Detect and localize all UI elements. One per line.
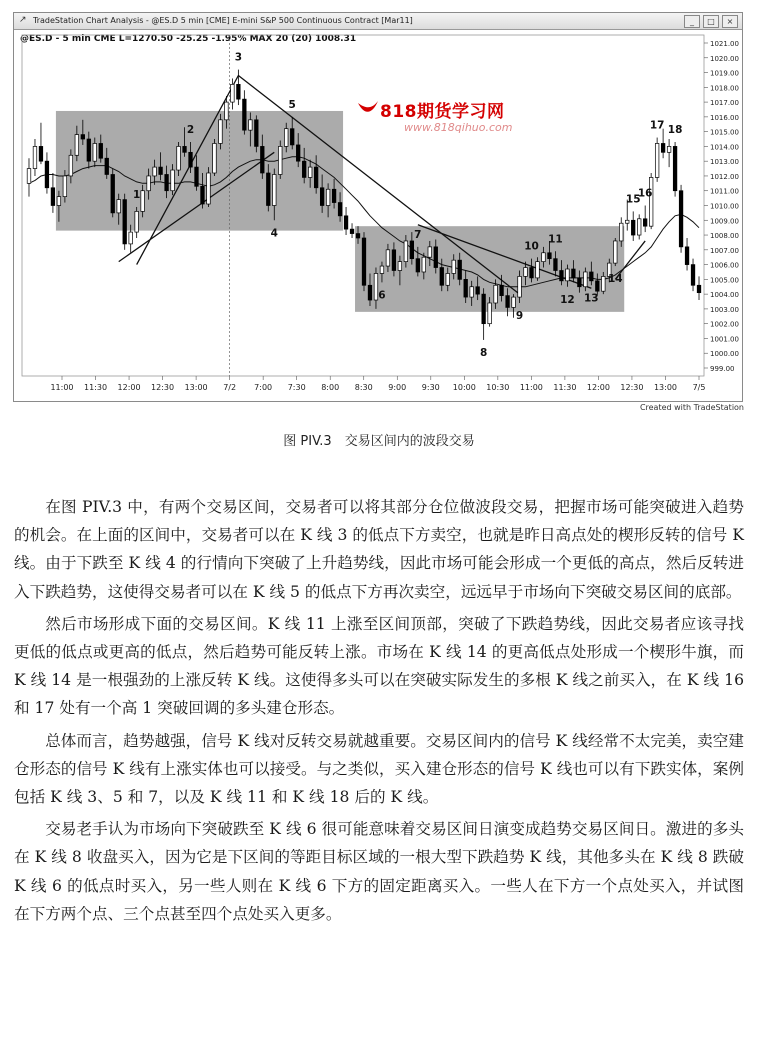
- candle-body-up: [518, 276, 522, 297]
- candle-body-up: [231, 84, 235, 102]
- candle-body-down: [302, 161, 306, 177]
- candle-body-down: [476, 287, 480, 294]
- candle-body-down: [51, 188, 55, 206]
- candle-body-up: [637, 219, 641, 235]
- price-tick-label: 1013.00: [710, 158, 739, 167]
- candle: [667, 139, 671, 167]
- candle-body-up: [404, 241, 408, 262]
- candle: [45, 152, 49, 193]
- candle-body-down: [255, 120, 259, 147]
- candle-body-down: [464, 279, 468, 297]
- time-tick-label: 8:00: [321, 383, 340, 392]
- candle: [685, 238, 689, 271]
- candle: [51, 173, 55, 213]
- time-tick-label: 12:00: [586, 383, 610, 392]
- candle-body-up: [57, 197, 61, 206]
- candle: [482, 288, 486, 340]
- candle-body-up: [135, 211, 139, 232]
- candle-body-down: [685, 247, 689, 265]
- candle-body-down: [482, 294, 486, 324]
- price-tick-label: 1019.00: [710, 69, 739, 78]
- candle: [344, 207, 348, 235]
- candle-body-up: [219, 120, 223, 144]
- candle: [613, 238, 617, 266]
- candle-body-up: [655, 143, 659, 177]
- price-tick-label: 1010.00: [710, 202, 739, 211]
- bar-label-5: 5: [288, 98, 296, 111]
- candle: [691, 259, 695, 292]
- bar-label-12: 12: [560, 293, 575, 306]
- price-tick-label: 1007.00: [710, 246, 739, 255]
- candle-body-down: [356, 234, 360, 238]
- candle-body-down: [590, 272, 594, 281]
- candle-body-down: [350, 229, 354, 233]
- candle-body-down: [506, 296, 510, 308]
- time-tick-label: 13:00: [653, 383, 678, 392]
- candle-body-up: [69, 155, 73, 176]
- candle: [649, 173, 653, 229]
- candle-body-up: [272, 174, 276, 205]
- price-tick-label: 1015.00: [710, 128, 739, 137]
- time-tick-label: 12:30: [620, 383, 644, 392]
- candle-body-down: [697, 285, 701, 292]
- candle-body-down: [440, 268, 444, 286]
- price-tick-label: 1003.00: [710, 305, 739, 314]
- paragraph-2: 然后市场形成下面的交易区间。K 线 11 上涨至区间顶部，突破了下跌趋势线，因此交易者应该寻找更低的低点或更高的低点，然后趋势可能反转上涨。市场在 K 线 14 的更高低点处形成一个楔形牛旗，而 K 线 14 是一根强劲的上涨反转 K 线。这使得多头可以在突破实际发生的多根 K 线之前买入，在 K 线 16 和 17 处有一个高 1 突破回调的多头建仓形态。: [14, 614, 744, 718]
- candle-body-down: [554, 259, 558, 271]
- candle-body-down: [338, 203, 342, 216]
- candle: [655, 138, 659, 182]
- candle: [631, 211, 635, 241]
- candle-body-down: [296, 145, 300, 161]
- candle: [350, 223, 354, 238]
- candle-body-up: [566, 269, 570, 281]
- time-tick-label: 7:00: [254, 383, 273, 392]
- time-tick-label: 13:00: [184, 383, 208, 392]
- candle: [362, 232, 366, 291]
- price-tick-label: 1006.00: [710, 261, 739, 270]
- candle-body-down: [392, 250, 396, 271]
- candle-body-down: [201, 186, 205, 204]
- candle-body-up: [207, 173, 211, 204]
- candle-body-up: [380, 266, 384, 273]
- candle-body-down: [111, 174, 115, 212]
- price-tick-label: 1021.00: [710, 40, 739, 48]
- candle-body-up: [27, 169, 31, 184]
- minimize-button[interactable]: _: [684, 15, 700, 28]
- price-tick-label: 1020.00: [710, 54, 739, 63]
- price-tick-label: 1000.00: [710, 350, 739, 359]
- candle-body-up: [584, 272, 588, 287]
- tradestation-logo-icon: ↗: [19, 15, 27, 25]
- candle-body-down: [81, 135, 85, 139]
- candle: [512, 294, 516, 318]
- candle-body-down: [314, 167, 318, 188]
- candle-body-down: [500, 285, 504, 295]
- candle-body-up: [141, 191, 145, 212]
- time-tick-label: 7/2: [223, 383, 237, 392]
- candle-body-down: [159, 167, 163, 174]
- figure-caption: 图 PIV.3 交易区间内的波段交易: [283, 434, 475, 449]
- candle-body-down: [578, 278, 582, 287]
- price-tick-label: 1017.00: [710, 99, 739, 108]
- candle-body-up: [619, 223, 623, 241]
- candle-body-up: [446, 273, 450, 285]
- price-chart[interactable]: [14, 13, 742, 401]
- candle-body-down: [548, 253, 552, 259]
- time-tick-label: 10:00: [452, 383, 476, 392]
- time-tick-label: 9:30: [421, 383, 440, 392]
- candle: [643, 206, 647, 233]
- candle-body-up: [601, 276, 605, 291]
- candle-body-down: [661, 143, 665, 152]
- watermark-swoosh-icon: [356, 99, 380, 117]
- body-text: [14, 493, 744, 932]
- candle: [637, 214, 641, 239]
- candle: [207, 167, 211, 207]
- candle-body-down: [261, 146, 265, 173]
- candle-body-down: [679, 191, 683, 247]
- candle-body-up: [213, 143, 217, 173]
- candle-body-up: [63, 176, 67, 197]
- candle-body-down: [266, 173, 270, 206]
- price-tick-label: 1012.00: [710, 172, 739, 181]
- candle-body-up: [625, 220, 629, 223]
- paragraph-3: 总体而言，趋势越强，信号 K 线对反转交易就越重要。交易区间内的信号 K 线经常不太完美，卖空建仓形态的信号 K 线有上涨实体也可以接受。与之类似，买入建仓形态的信号 K 线也可以有下跌实体，案例包括 K 线 3、5 和 7，以及 K 线 11 和 K 线 18 后的 K 线。: [14, 731, 744, 807]
- candle-body-down: [123, 200, 127, 244]
- candle-body-up: [488, 303, 492, 324]
- close-button[interactable]: ×: [722, 15, 738, 28]
- chart-window: [13, 12, 743, 402]
- candle-body-down: [243, 99, 247, 130]
- candle-body-down: [237, 84, 241, 99]
- price-tick-label: 1016.00: [710, 113, 739, 122]
- candle-body-down: [596, 281, 600, 291]
- watermark: [380, 97, 512, 134]
- candle-body-up: [428, 247, 432, 257]
- candle-body-up: [542, 253, 546, 262]
- candle: [39, 123, 43, 164]
- paragraph-4: 交易老手认为市场向下突破跌至 K 线 6 很可能意味着交易区间日演变成趋势交易区间日。激进的多头在 K 线 8 收盘买入，因为它是下区间的等距目标区域的一根大型下跌趋势 K 线，其他多头在 K 线 8 跌破 K 线 6 的低点时买入，另一些人则在 K 线 6 下方的固定距离买入。一些人在下方一个点处买入，并试图在下方两个点、三个点甚至四个点处买入更多。: [14, 820, 744, 923]
- candle-body-up: [225, 102, 229, 120]
- candle-body-up: [75, 135, 79, 156]
- time-tick-label: 11:30: [83, 383, 108, 392]
- candle: [135, 207, 139, 238]
- candle: [33, 139, 37, 176]
- candle-body-up: [536, 262, 540, 278]
- bar-label-18: 18: [667, 123, 683, 136]
- price-tick-label: 1011.00: [710, 187, 739, 196]
- candle-body-down: [45, 161, 49, 188]
- candle-body-up: [452, 260, 456, 273]
- candle-body-up: [524, 268, 528, 277]
- candle-body-up: [613, 241, 617, 263]
- candle-body-down: [434, 247, 438, 268]
- candle-body-down: [673, 146, 677, 190]
- candle-body-up: [494, 285, 498, 303]
- price-tick-label: 1009.00: [710, 217, 739, 226]
- candle-body-down: [189, 152, 193, 167]
- candle-body-up: [398, 262, 402, 271]
- candle: [237, 70, 241, 105]
- bar-label-17: 17: [649, 119, 665, 132]
- time-tick-label: 11:30: [553, 383, 577, 392]
- bar-label-11: 11: [548, 233, 563, 246]
- candle-body-down: [320, 188, 324, 206]
- time-tick-label: 12:00: [117, 383, 141, 392]
- bar-label-4: 4: [270, 227, 278, 240]
- candle-body-up: [374, 273, 378, 300]
- bar-label-16: 16: [637, 187, 653, 200]
- bar-label-8: 8: [479, 346, 488, 359]
- bar-label-6: 6: [378, 289, 386, 302]
- candle-body-down: [631, 220, 635, 235]
- candle-body-down: [643, 219, 647, 226]
- candle-body-up: [667, 146, 671, 152]
- candle-body-up: [278, 146, 282, 174]
- symbol-info-line: @ES.D - 5 min CME L=1270.50 -25.25 -1.95% MAX 20 (20) 1008.31: [20, 34, 357, 44]
- paragraph-1: 在图 PIV.3 中，有两个交易区间，交易者可以将其部分仓位做波段交易，把握市场可能突破进入趋势的机会。在上面的区间中，交易者可以在 K 线 3 的低点下方卖空，也就是昨日高点处的楔形反转的信号 K 线。由于下跌至 K 线 4 的行情向下突破了上升趋势线，因此市场可能会形成一个更低的高点，然后反转进入下跌趋势，这使得交易者可以在 K 线 5 的低点下方再次卖空，远远早于市场向下突破交易区间的底部。: [14, 498, 744, 601]
- candle-body-down: [183, 146, 187, 152]
- bar-label-15: 15: [625, 193, 641, 206]
- time-tick-label: 8:30: [354, 383, 373, 392]
- candle-body-down: [458, 260, 462, 279]
- candle: [111, 169, 115, 218]
- candle-body-up: [153, 167, 157, 176]
- candle-body-down: [572, 269, 576, 278]
- candle-body-down: [332, 189, 336, 202]
- time-tick-label: 7:30: [287, 383, 306, 392]
- bar-label-10: 10: [524, 240, 539, 253]
- candle-body-up: [93, 143, 97, 161]
- candle: [679, 185, 683, 253]
- candle-body-up: [326, 189, 330, 205]
- candle-body-down: [362, 238, 366, 285]
- candle-body-up: [33, 146, 37, 168]
- bar-label-9: 9: [515, 310, 524, 322]
- price-tick-label: 1001.00: [710, 335, 739, 344]
- time-tick-label: 11:00: [519, 383, 543, 392]
- candle: [27, 158, 31, 196]
- candle: [123, 194, 127, 250]
- candle-body-up: [470, 287, 474, 297]
- candle: [243, 90, 247, 134]
- candle-body-down: [195, 167, 199, 186]
- candle-body-down: [39, 146, 43, 161]
- price-tick-label: 1018.00: [710, 84, 739, 93]
- candle-body-up: [649, 177, 653, 226]
- price-tick-label: 1014.00: [710, 143, 739, 152]
- watermark-brand: 818期货学习网: [380, 102, 505, 122]
- bar-label-14: 14: [607, 273, 623, 286]
- price-tick-label: 999.00: [710, 365, 735, 373]
- price-tick-label: 1005.00: [710, 276, 739, 285]
- maximize-button[interactable]: □: [703, 15, 719, 28]
- candle-body-up: [177, 146, 181, 170]
- candle-body-down: [165, 174, 169, 190]
- chart-credit: Created with TradeStation: [639, 403, 744, 412]
- candle-body-down: [560, 271, 564, 281]
- candle-body-down: [368, 285, 372, 300]
- candle-body-up: [386, 250, 390, 266]
- candle-body-down: [416, 259, 420, 272]
- candle: [697, 276, 701, 300]
- time-tick-label: 12:30: [151, 383, 175, 392]
- candle-body-up: [129, 232, 133, 244]
- candle: [661, 129, 665, 159]
- candle-body-down: [99, 143, 103, 158]
- bar-label-7: 7: [414, 228, 422, 241]
- time-tick-label: 7/5: [692, 383, 706, 392]
- candle-body-up: [308, 167, 312, 177]
- bar-label-3: 3: [234, 51, 243, 64]
- price-tick-label: 1004.00: [710, 291, 739, 300]
- candle-body-down: [344, 216, 348, 229]
- bar-label-2: 2: [186, 123, 195, 136]
- candle-body-up: [117, 200, 121, 213]
- time-tick-label: 10:30: [486, 383, 510, 392]
- candle: [673, 142, 677, 197]
- trading-range-box-1: [56, 111, 343, 231]
- time-tick-label: 9:00: [388, 383, 407, 392]
- candle-body-up: [512, 297, 516, 307]
- candle: [213, 139, 217, 176]
- candle-body-up: [422, 257, 426, 272]
- candle-body-up: [249, 120, 253, 130]
- candle-body-up: [171, 170, 175, 191]
- candle-body-down: [691, 265, 695, 286]
- candle-body-down: [410, 241, 414, 259]
- candle-body-up: [284, 129, 288, 147]
- candle-body-down: [530, 268, 534, 278]
- candle: [278, 141, 282, 179]
- price-tick-label: 1008.00: [710, 232, 739, 241]
- watermark-url: www.818qihuo.com: [404, 121, 513, 134]
- window-title: TradeStation Chart Analysis - @ES.D 5 min [CME] E-mini S&P 500 Continuous Contract [Mar11]: [33, 16, 413, 25]
- candle-body-down: [105, 158, 109, 174]
- candle-body-up: [147, 176, 151, 191]
- time-tick-label: 11:00: [50, 383, 74, 392]
- price-tick-label: 1002.00: [710, 320, 739, 329]
- candle-body-down: [290, 129, 294, 145]
- candle-body-down: [87, 139, 91, 161]
- bar-label-13: 13: [584, 292, 599, 305]
- bar-label-1: 1: [133, 188, 141, 201]
